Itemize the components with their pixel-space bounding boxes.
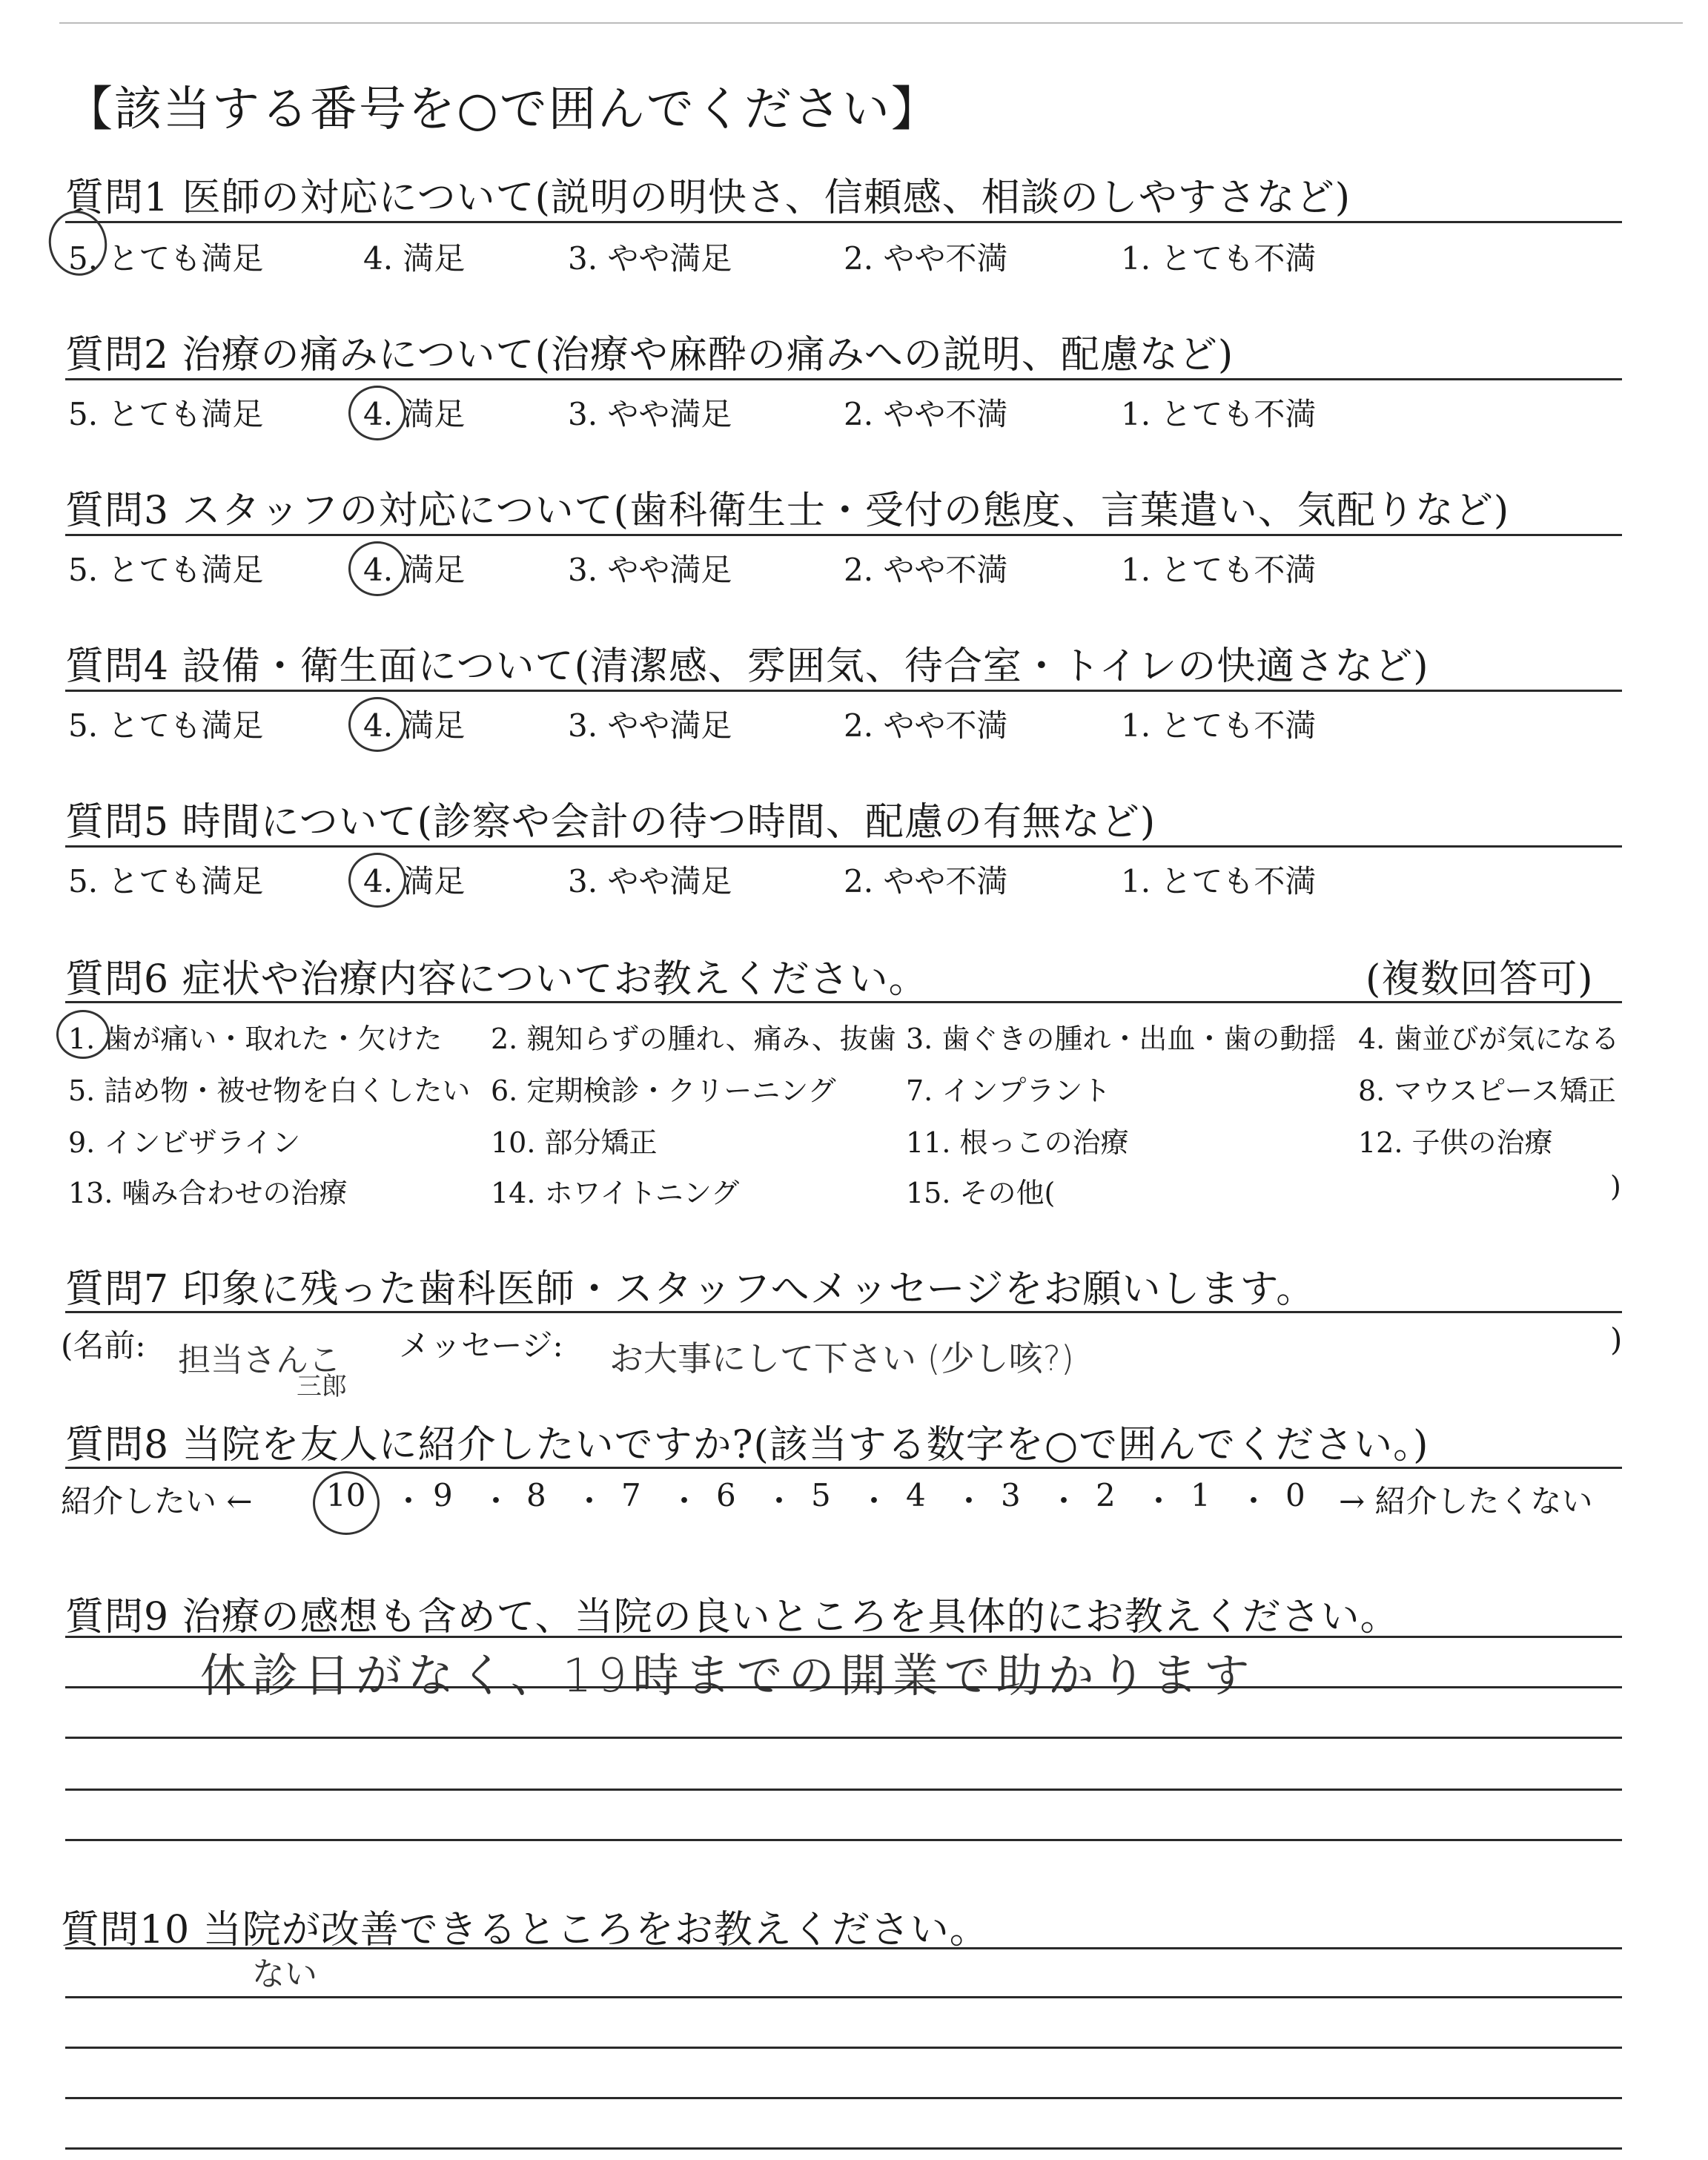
q8-scale-6[interactable]: 6 bbox=[716, 1477, 736, 1513]
q6-option-11[interactable]: 11. 根っこの治療 bbox=[906, 1126, 1129, 1159]
q8-scale-9[interactable]: 9 bbox=[433, 1477, 453, 1513]
q9-line-4 bbox=[65, 1789, 1622, 1791]
q1-option-5[interactable]: 5. とても満足 bbox=[68, 240, 264, 277]
q10-handwritten-answer[interactable]: ない bbox=[252, 1955, 317, 1993]
question-4-rule bbox=[65, 690, 1622, 692]
q3-option-1[interactable]: 1. とても不満 bbox=[1121, 552, 1317, 588]
q4-option-5[interactable]: 5. とても満足 bbox=[68, 707, 264, 744]
q7-message-label: メッセージ: bbox=[399, 1327, 563, 1364]
q8-separator: ・ bbox=[1048, 1483, 1080, 1519]
question-7-title: 質問7 印象に残った歯科医師・スタッフへメッセージをお願いします。 bbox=[65, 1267, 1316, 1312]
q7-handwritten-name[interactable]: 担当さんこ bbox=[178, 1341, 341, 1379]
q9-handwritten-answer[interactable]: 休診日がなく、19時までの開業で助かります bbox=[200, 1648, 1256, 1702]
question-2-rule bbox=[65, 378, 1622, 380]
q6-option-1[interactable]: 1. 歯が痛い・取れた・欠けた bbox=[68, 1023, 443, 1055]
q8-separator: ・ bbox=[574, 1483, 606, 1519]
q8-separator: ・ bbox=[669, 1483, 701, 1519]
question-3-title: 質問3 スタッフの対応について(歯科衛生士・受付の態度、言葉遣い、気配りなど) bbox=[65, 489, 1510, 533]
q8-separator: ・ bbox=[953, 1483, 985, 1519]
q7-handwritten-message[interactable]: お大事にして下さい (少し咳?) bbox=[609, 1338, 1074, 1378]
q8-scale-0[interactable]: 0 bbox=[1285, 1477, 1305, 1513]
q8-separator: ・ bbox=[393, 1483, 425, 1519]
q5-option-5[interactable]: 5. とても満足 bbox=[68, 863, 264, 899]
q6-option-3[interactable]: 3. 歯ぐきの腫れ・出血・歯の動揺 bbox=[906, 1023, 1337, 1055]
q6-option-2[interactable]: 2. 親知らずの腫れ、痛み、抜歯 bbox=[491, 1023, 896, 1055]
q8-scale-7[interactable]: 7 bbox=[621, 1477, 641, 1513]
q6-option-12[interactable]: 12. 子供の治療 bbox=[1358, 1126, 1553, 1159]
q4-option-1[interactable]: 1. とても不満 bbox=[1121, 707, 1317, 744]
q1-option-4[interactable]: 4. 満足 bbox=[363, 240, 466, 277]
q10-line-2 bbox=[65, 1996, 1622, 1998]
q1-option-3[interactable]: 3. やや満足 bbox=[568, 240, 732, 277]
q8-scale-5[interactable]: 5 bbox=[811, 1477, 831, 1513]
scan-top-edge bbox=[59, 22, 1683, 24]
q9-line-2 bbox=[65, 1686, 1622, 1688]
q8-scale-4[interactable]: 4 bbox=[906, 1477, 926, 1513]
q3-selection-circle bbox=[348, 541, 406, 596]
q6-option-5[interactable]: 5. 詰め物・被せ物を白くしたい bbox=[68, 1074, 471, 1107]
q6-selection-circle bbox=[56, 1010, 110, 1059]
q7-name-label: (名前: bbox=[61, 1327, 146, 1364]
q6-option-8[interactable]: 8. マウスピース矯正 bbox=[1358, 1074, 1616, 1107]
question-6-note: (複数回答可) bbox=[1366, 957, 1594, 1002]
question-7-rule bbox=[65, 1311, 1622, 1313]
q2-option-5[interactable]: 5. とても満足 bbox=[68, 396, 264, 432]
q6-option-13[interactable]: 13. 噛み合わせの治療 bbox=[68, 1177, 348, 1209]
q5-option-3[interactable]: 3. やや満足 bbox=[568, 863, 732, 899]
q8-scale-8[interactable]: 8 bbox=[526, 1477, 546, 1513]
q2-option-3[interactable]: 3. やや満足 bbox=[568, 396, 732, 432]
q9-line-5 bbox=[65, 1839, 1622, 1841]
q1-option-1[interactable]: 1. とても不満 bbox=[1121, 240, 1317, 277]
question-8-rule bbox=[65, 1467, 1622, 1469]
q2-selection-circle bbox=[348, 386, 406, 440]
q3-option-3[interactable]: 3. やや満足 bbox=[568, 552, 732, 588]
q5-option-2[interactable]: 2. やや不満 bbox=[844, 863, 1008, 899]
q6-option-15[interactable]: 15. その他( bbox=[906, 1177, 1056, 1209]
q8-left-label: 紹介したい ← bbox=[61, 1483, 253, 1519]
q9-line-3 bbox=[65, 1737, 1622, 1739]
q8-scale-10[interactable]: 10 bbox=[326, 1477, 366, 1513]
q4-option-3[interactable]: 3. やや満足 bbox=[568, 707, 732, 744]
q3-option-4[interactable]: 4. 満足 bbox=[363, 552, 466, 588]
q6-option-10[interactable]: 10. 部分矯正 bbox=[491, 1126, 658, 1159]
q6-option-6[interactable]: 6. 定期検診・クリーニング bbox=[491, 1074, 836, 1107]
q8-separator: ・ bbox=[1143, 1483, 1175, 1519]
q7-handwritten-name-2: 三郎 bbox=[297, 1372, 347, 1401]
q8-right-label: → 紹介したくない bbox=[1339, 1483, 1593, 1519]
page-title: 【該当する番号を○で囲んでください】 bbox=[65, 82, 940, 137]
question-10-title: 質問10 当院が改善できるところをお教えください。 bbox=[61, 1908, 989, 1952]
q8-separator: ・ bbox=[764, 1483, 795, 1519]
question-1-title: 質問1 医師の対応について(説明の明快さ、信頼感、相談のしやすさなど) bbox=[65, 176, 1351, 220]
question-6-title: 質問6 症状や治療内容についてお教えください。 bbox=[65, 957, 928, 1002]
q8-separator: ・ bbox=[858, 1483, 890, 1519]
q5-option-4[interactable]: 4. 満足 bbox=[363, 863, 466, 899]
q2-option-2[interactable]: 2. やや不満 bbox=[844, 396, 1008, 432]
q5-option-1[interactable]: 1. とても不満 bbox=[1121, 863, 1317, 899]
question-6-rule bbox=[65, 1001, 1622, 1003]
q9-line-1 bbox=[65, 1636, 1622, 1638]
q3-option-2[interactable]: 2. やや不満 bbox=[844, 552, 1008, 588]
q10-line-3 bbox=[65, 2047, 1622, 2049]
q8-separator: ・ bbox=[1238, 1483, 1270, 1519]
question-3-rule bbox=[65, 534, 1622, 536]
q4-option-4[interactable]: 4. 満足 bbox=[363, 707, 466, 744]
q8-scale-1[interactable]: 1 bbox=[1191, 1477, 1211, 1513]
q4-option-2[interactable]: 2. やや不満 bbox=[844, 707, 1008, 744]
question-1-rule bbox=[65, 221, 1622, 223]
q8-scale-2[interactable]: 2 bbox=[1096, 1477, 1116, 1513]
q8-scale-3[interactable]: 3 bbox=[1001, 1477, 1021, 1513]
q8-separator: ・ bbox=[480, 1483, 512, 1519]
q6-option-7[interactable]: 7. インプラント bbox=[906, 1074, 1111, 1107]
question-5-title: 質問5 時間について(診察や会計の待つ時間、配慮の有無など) bbox=[65, 800, 1156, 845]
question-4-title: 質問4 設備・衛生面について(清潔感、雰囲気、待合室・トイレの快適さなど) bbox=[65, 644, 1429, 689]
q1-option-2[interactable]: 2. やや不満 bbox=[844, 240, 1008, 277]
q6-option-4[interactable]: 4. 歯並びが気になる bbox=[1358, 1023, 1620, 1055]
q3-option-5[interactable]: 5. とても満足 bbox=[68, 552, 264, 588]
q10-line-4 bbox=[65, 2097, 1622, 2099]
question-2-title: 質問2 治療の痛みについて(治療や麻酔の痛みへの説明、配慮など) bbox=[65, 333, 1234, 377]
q2-option-4[interactable]: 4. 満足 bbox=[363, 396, 466, 432]
q7-close-paren: ) bbox=[1610, 1321, 1623, 1358]
q6-option-15-close-paren: ) bbox=[1610, 1170, 1621, 1203]
q2-option-1[interactable]: 1. とても不満 bbox=[1121, 396, 1317, 432]
question-5-rule bbox=[65, 845, 1622, 848]
question-9-title: 質問9 治療の感想も含めて、当院の良いところを具体的にお教えください。 bbox=[65, 1595, 1400, 1639]
q10-line-5 bbox=[65, 2147, 1622, 2150]
q8-selection-circle bbox=[313, 1471, 380, 1535]
q4-selection-circle bbox=[348, 697, 406, 752]
question-8-title: 質問8 当院を友人に紹介したいですか?(該当する数字を○で囲んでください。) bbox=[65, 1423, 1429, 1467]
q6-option-14[interactable]: 14. ホワイトニング bbox=[491, 1177, 740, 1209]
q5-selection-circle bbox=[348, 853, 406, 908]
q6-option-9[interactable]: 9. インビザライン bbox=[68, 1126, 301, 1159]
